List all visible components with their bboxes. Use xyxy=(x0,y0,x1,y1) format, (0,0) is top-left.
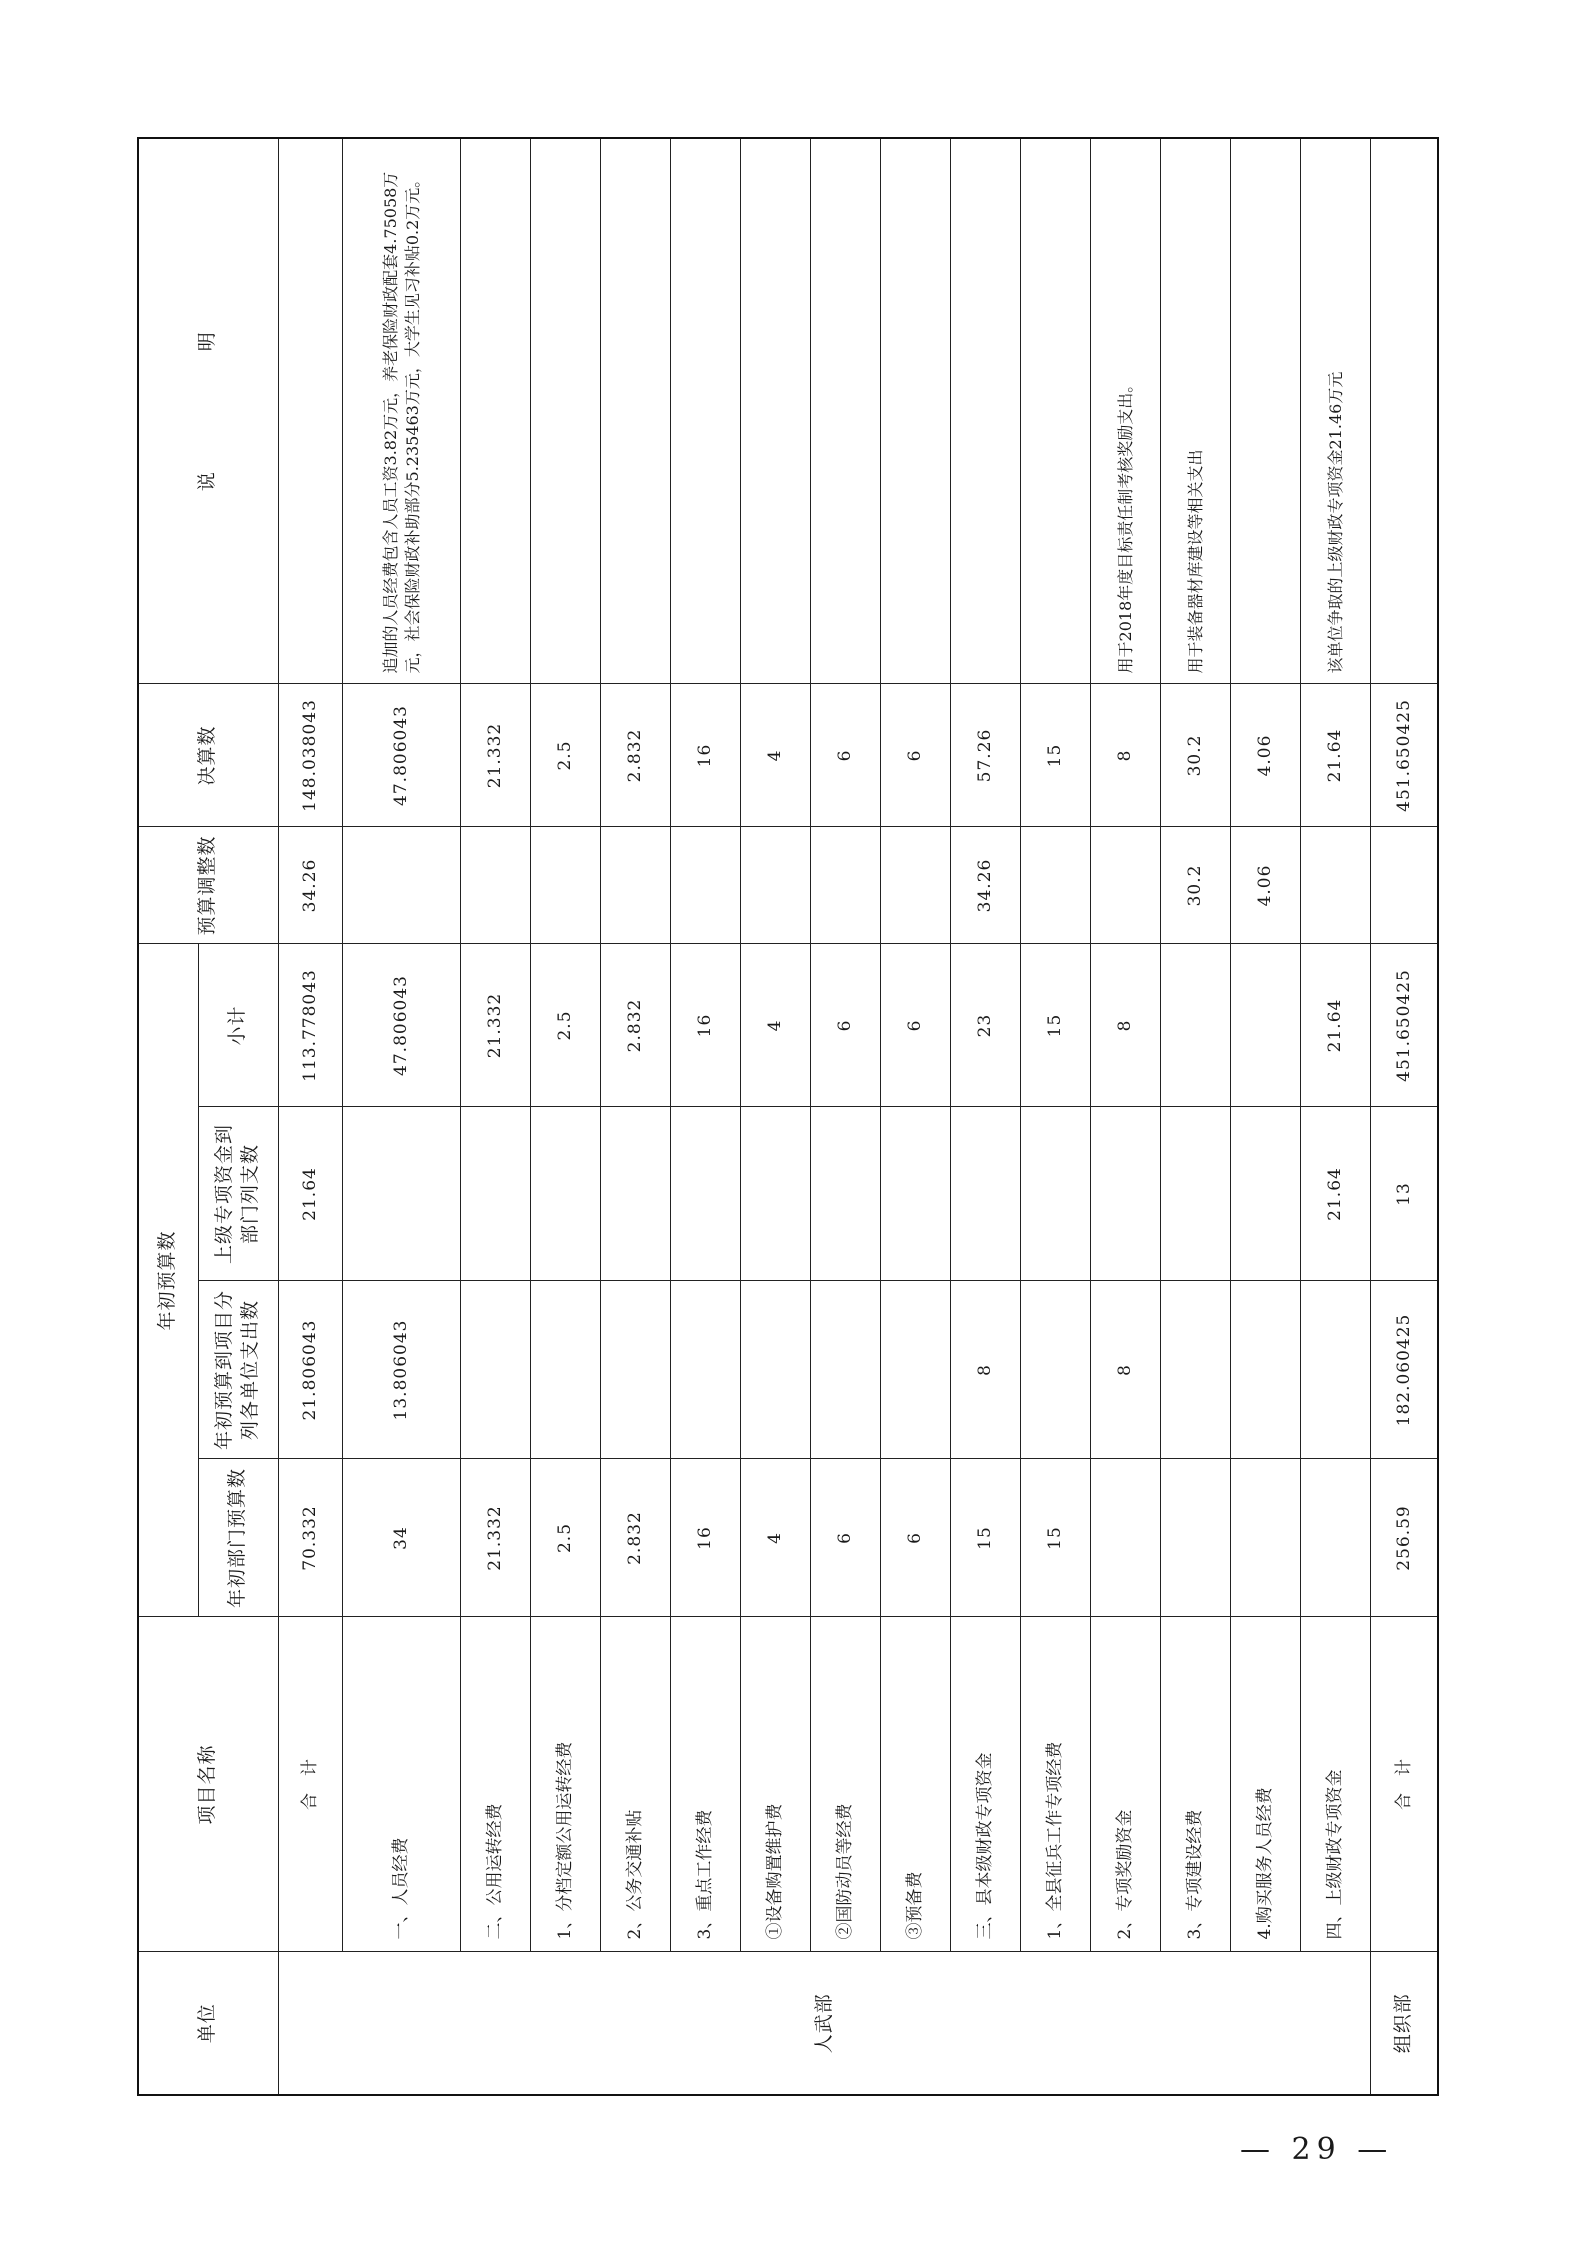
table-row xyxy=(1301,138,1371,2095)
row-adjust: 34.26 xyxy=(278,827,343,944)
row-superior xyxy=(1161,1107,1231,1281)
row-itemized: 8 xyxy=(1091,1281,1161,1459)
row-note xyxy=(951,138,1021,684)
row-adjust xyxy=(530,827,600,944)
row-final: 2.5 xyxy=(530,684,600,827)
row-note xyxy=(530,138,600,684)
row-note: 追加的人员经费包含人员工资3.82万元，养老保险财政配套4.75058万元，社会保险财政补助部分5.235463万元，大学生见习补贴0.2万元。 xyxy=(343,138,460,684)
row-adjust xyxy=(1091,827,1161,944)
row-itemized: 13.806043 xyxy=(343,1281,460,1459)
row-subtotal: 8 xyxy=(1091,944,1161,1107)
row-adjust xyxy=(1301,827,1371,944)
row-subtotal: 451.650425 xyxy=(1371,944,1438,1107)
header-final: 决算数 xyxy=(138,684,278,827)
row-itemized xyxy=(530,1281,600,1459)
row-name: 一、人员经费 xyxy=(343,1617,460,1952)
row-subtotal: 4 xyxy=(741,944,811,1107)
row-name: 合 计 xyxy=(1371,1617,1438,1952)
row-itemized xyxy=(811,1281,881,1459)
row-dept: 2.5 xyxy=(530,1459,600,1617)
budget-table-frame xyxy=(137,139,1439,2096)
budget-table xyxy=(137,137,1439,2096)
row-name: 三、县本级财政专项资金 xyxy=(951,1617,1021,1952)
header-note: 说 明 xyxy=(138,138,278,684)
row-name: ①设备购置维护费 xyxy=(741,1617,811,1952)
row-subtotal: 6 xyxy=(881,944,951,1107)
row-itemized xyxy=(670,1281,740,1459)
row-adjust: 30.2 xyxy=(1161,827,1231,944)
row-note xyxy=(278,138,343,684)
row-adjust xyxy=(460,827,530,944)
row-dept: 21.332 xyxy=(460,1459,530,1617)
row-subtotal xyxy=(1161,944,1231,1107)
row-itemized xyxy=(600,1281,670,1459)
row-adjust: 34.26 xyxy=(951,827,1021,944)
row-superior xyxy=(600,1107,670,1281)
row-dept: 256.59 xyxy=(1371,1459,1438,1617)
row-subtotal: 21.332 xyxy=(460,944,530,1107)
row-name: 2、专项奖励资金 xyxy=(1091,1617,1161,1952)
row-name: 3、专项建设经费 xyxy=(1161,1617,1231,1952)
table-row xyxy=(1161,138,1231,2095)
row-note xyxy=(670,138,740,684)
table-row xyxy=(951,138,1021,2095)
row-final: 15 xyxy=(1021,684,1091,827)
row-dept: 16 xyxy=(670,1459,740,1617)
row-itemized xyxy=(1161,1281,1231,1459)
row-superior xyxy=(1091,1107,1161,1281)
row-superior xyxy=(811,1107,881,1281)
row-itemized: 8 xyxy=(951,1281,1021,1459)
row-adjust xyxy=(343,827,460,944)
row-note xyxy=(741,138,811,684)
row-subtotal xyxy=(1231,944,1301,1107)
row-note xyxy=(1021,138,1091,684)
row-final: 4 xyxy=(741,684,811,827)
row-adjust xyxy=(600,827,670,944)
row-dept: 15 xyxy=(1021,1459,1091,1617)
row-name: 4.购买服务人员经费 xyxy=(1231,1617,1301,1952)
row-final: 47.806043 xyxy=(343,684,460,827)
header-unit: 单位 xyxy=(138,1952,278,2095)
row-subtotal: 23 xyxy=(951,944,1021,1107)
row-dept: 70.332 xyxy=(278,1459,343,1617)
row-subtotal: 16 xyxy=(670,944,740,1107)
row-dept: 4 xyxy=(741,1459,811,1617)
row-subtotal: 2.5 xyxy=(530,944,600,1107)
row-subtotal: 2.832 xyxy=(600,944,670,1107)
row-note xyxy=(600,138,670,684)
table-row xyxy=(343,138,460,2095)
rotated-table-wrapper xyxy=(137,139,1439,2096)
row-final: 16 xyxy=(670,684,740,827)
row-dept: 34 xyxy=(343,1459,460,1617)
row-name: 1、全县征兵工作专项经费 xyxy=(1021,1617,1091,1952)
table-row xyxy=(670,138,740,2095)
row-dept xyxy=(1301,1459,1371,1617)
row-itemized xyxy=(1231,1281,1301,1459)
header-project-name: 项目名称 xyxy=(138,1617,278,1952)
row-subtotal: 21.64 xyxy=(1301,944,1371,1107)
row-superior xyxy=(343,1107,460,1281)
header-superior-funds: 上级专项资金到部门列支数 xyxy=(198,1107,278,1281)
row-dept: 15 xyxy=(951,1459,1021,1617)
row-itemized xyxy=(881,1281,951,1459)
row-name: 1、分档定额公用运转经费 xyxy=(530,1617,600,1952)
row-superior xyxy=(741,1107,811,1281)
row-adjust xyxy=(670,827,740,944)
row-adjust: 4.06 xyxy=(1231,827,1301,944)
header-dept-budget: 年初部门预算数 xyxy=(198,1459,278,1617)
row-dept: 6 xyxy=(881,1459,951,1617)
row-final: 4.06 xyxy=(1231,684,1301,827)
row-subtotal: 6 xyxy=(811,944,881,1107)
row-note xyxy=(1371,138,1438,684)
row-itemized: 182.060425 xyxy=(1371,1281,1438,1459)
row-itemized: 21.806043 xyxy=(278,1281,343,1459)
row-itemized xyxy=(1021,1281,1091,1459)
row-note: 用于装备器材库建设等相关支出 xyxy=(1161,138,1231,684)
row-name: ②国防动员等经费 xyxy=(811,1617,881,1952)
row-name: 合 计 xyxy=(278,1617,343,1952)
row-superior: 13 xyxy=(1371,1107,1438,1281)
table-row xyxy=(1371,138,1438,2095)
row-superior xyxy=(670,1107,740,1281)
row-final: 21.332 xyxy=(460,684,530,827)
table-row xyxy=(460,138,530,2095)
row-name: 2、公务交通补贴 xyxy=(600,1617,670,1952)
row-name: 二、公用运转经费 xyxy=(460,1617,530,1952)
row-note xyxy=(460,138,530,684)
row-superior xyxy=(881,1107,951,1281)
row-note xyxy=(1231,138,1301,684)
row-name: 四、上级财政专项资金 xyxy=(1301,1617,1371,1952)
header-adjustment: 预算调整数 xyxy=(138,827,278,944)
row-name: 3、重点工作经费 xyxy=(670,1617,740,1952)
table-row xyxy=(1021,138,1091,2095)
row-unit: 组织部 xyxy=(1371,1952,1438,2095)
row-final: 8 xyxy=(1091,684,1161,827)
row-subtotal: 47.806043 xyxy=(343,944,460,1107)
row-final: 30.2 xyxy=(1161,684,1231,827)
row-adjust xyxy=(1371,827,1438,944)
row-dept: 6 xyxy=(811,1459,881,1617)
row-superior xyxy=(1021,1107,1091,1281)
header-itemized-budget: 年初预算到项目分列各单位支出数 xyxy=(198,1281,278,1459)
row-final: 6 xyxy=(881,684,951,827)
table-row xyxy=(1231,138,1301,2095)
table-row xyxy=(741,138,811,2095)
table-row xyxy=(1091,138,1161,2095)
row-dept xyxy=(1161,1459,1231,1617)
row-final: 21.64 xyxy=(1301,684,1371,827)
row-subtotal: 15 xyxy=(1021,944,1091,1107)
row-dept: 2.832 xyxy=(600,1459,670,1617)
row-itemized xyxy=(741,1281,811,1459)
row-itemized xyxy=(460,1281,530,1459)
row-dept xyxy=(1091,1459,1161,1617)
header-subtotal: 小计 xyxy=(198,944,278,1107)
table-row xyxy=(881,138,951,2095)
page-number: — 29 — xyxy=(1240,2132,1394,2167)
table-row xyxy=(278,138,343,2095)
row-dept xyxy=(1231,1459,1301,1617)
row-superior xyxy=(1231,1107,1301,1281)
row-superior xyxy=(460,1107,530,1281)
table-row xyxy=(530,138,600,2095)
row-name: ③预备费 xyxy=(881,1617,951,1952)
row-superior xyxy=(951,1107,1021,1281)
row-note: 该单位争取的上级财政专项资金21.46万元 xyxy=(1301,138,1371,684)
table-row xyxy=(811,138,881,2095)
row-note xyxy=(811,138,881,684)
unit-group-cell: 人武部 xyxy=(278,1952,1371,2095)
row-adjust xyxy=(1021,827,1091,944)
row-final: 451.650425 xyxy=(1371,684,1438,827)
row-final: 6 xyxy=(811,684,881,827)
row-superior: 21.64 xyxy=(1301,1107,1371,1281)
row-final: 57.26 xyxy=(951,684,1021,827)
row-superior: 21.64 xyxy=(278,1107,343,1281)
row-adjust xyxy=(811,827,881,944)
header-row-1 xyxy=(138,138,198,2095)
row-note: 用于2018年度目标责任制考核奖励支出。 xyxy=(1091,138,1161,684)
row-adjust xyxy=(741,827,811,944)
row-final: 2.832 xyxy=(600,684,670,827)
row-adjust xyxy=(881,827,951,944)
table-row xyxy=(600,138,670,2095)
row-note xyxy=(881,138,951,684)
row-subtotal: 113.778043 xyxy=(278,944,343,1107)
row-final: 148.038043 xyxy=(278,684,343,827)
row-itemized xyxy=(1301,1281,1371,1459)
header-annual-budget: 年初预算数 xyxy=(138,944,198,1617)
row-superior xyxy=(530,1107,600,1281)
